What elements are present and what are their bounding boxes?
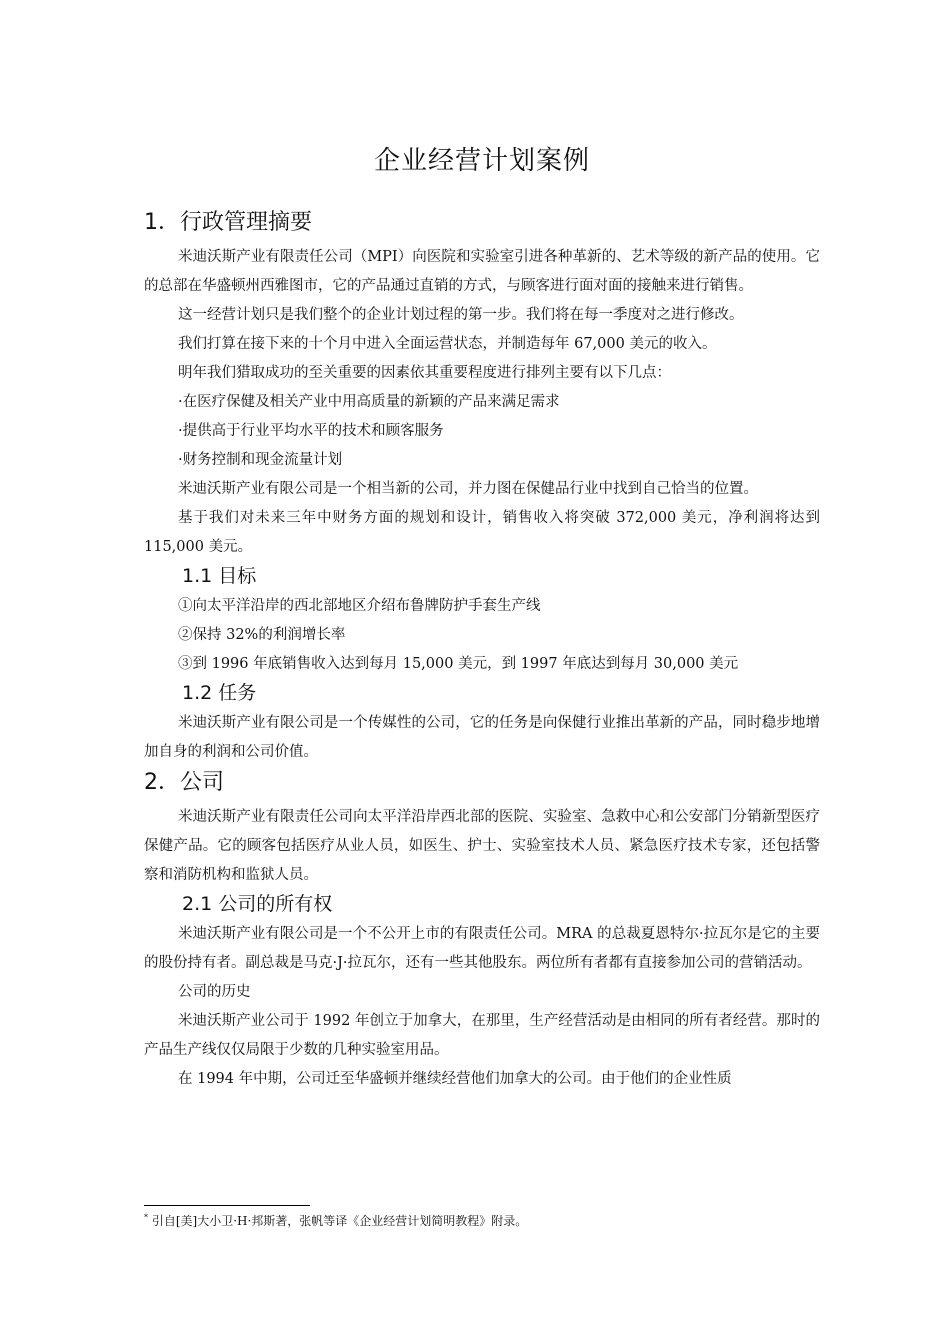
goal-item: ②保持 32%的利润增长率 [178,627,346,643]
paragraph: 米迪沃斯产业有限责任公司（MPI）向医院和实验室引进各种革新的、艺术等级的新产品的使用。它的总部在华盛顿州西雅图市，它的产品通过直销的方式，与顾客进行面对面的接触来进行销售。 [144,249,820,294]
section-heading-1: 1．行政管理摘要 [144,210,312,235]
document-title: 企业经营计划案例 [373,146,590,176]
page-content [144,140,820,1094]
paragraph: 米迪沃斯产业有限公司是一个传媒性的公司，它的任务是向保健行业推出革新的产品，同时稳步地增加自身的利润和公司价值。 [144,715,820,760]
bullet-item: ·财务控制和现金流量计划 [178,452,343,468]
paragraph: 米迪沃斯产业有限公司是一个相当新的公司，并力图在保健品行业中找到自己恰当的位置。 [178,481,758,497]
goal-item: ①向太平洋沿岸的西北部地区介绍布鲁牌防护手套生产线 [178,598,541,614]
paragraph: 基于我们对未来三年中财务方面的规划和设计，销售收入将突破 372,000 美元，净利润将达到 115,000 美元。 [144,510,820,555]
paragraph: 明年我们猎取成功的至关重要的因素依其重要程度进行排列主要有以下几点： [178,365,671,381]
subsection-heading-2-1: 2.1 公司的所有权 [182,893,333,915]
paragraph: 米迪沃斯产业有限责任公司向太平洋沿岸西北部的医院、实验室、急救中心和公安部门分销新型医疗保健产品。它的顾客包括医疗从业人员，如医生、护士、实验室技术人员、紧急医疗技术专家，还包括警察和消防机构和监狱人员。 [144,809,820,883]
footnote [144,1212,844,1229]
section-heading-2: 2．公司 [144,770,224,795]
paragraph: 在 1994 年中期，公司迁至华盛顿并继续经营他们加拿大的公司。由于他们的企业性质 [178,1071,732,1087]
subsection-heading-1-1: 1.1 目标 [182,565,257,587]
goal-item: ③到 1996 年底销售收入达到每月 15,000 美元，到 1997 年底达到每月 30,000 美元 [178,656,739,672]
subsection-heading-1-2: 1.2 任务 [182,682,257,704]
footnote-divider [144,1205,310,1206]
paragraph: 公司的历史 [178,984,251,1000]
paragraph: 米迪沃斯产业有限公司是一个不公开上市的有限责任公司。MRA 的总裁夏恩特尔·拉瓦尔是它的主要的股份持有者。副总裁是马克·J·拉瓦尔，还有一些其他股东。两位所有者都有直接参加公司的营销活动。 [144,926,820,971]
footnote-text: 引自[美]大小卫·H·邦斯著，张帆等译《企业经营计划简明教程》附录。 [151,1214,528,1228]
paragraph: 这一经营计划只是我们整个的企业计划过程的第一步。我们将在每一季度对之进行修改。 [178,307,744,323]
paragraph: 我们打算在接下来的十个月中进入全面运营状态，并制造每年 67,000 美元的收入。 [178,336,717,352]
footnote-mark: * [144,1213,148,1222]
bullet-item: ·提供高于行业平均水平的技术和顾客服务 [178,423,444,439]
bullet-item: ·在医疗保健及相关产业中用高质量的新颖的产品来满足需求 [178,394,560,410]
paragraph: 米迪沃斯产业公司于 1992 年创立于加拿大，在那里，生产经营活动是由相同的所有者经营。那时的产品生产线仅仅局限于少数的几种实验室用品。 [144,1013,820,1058]
